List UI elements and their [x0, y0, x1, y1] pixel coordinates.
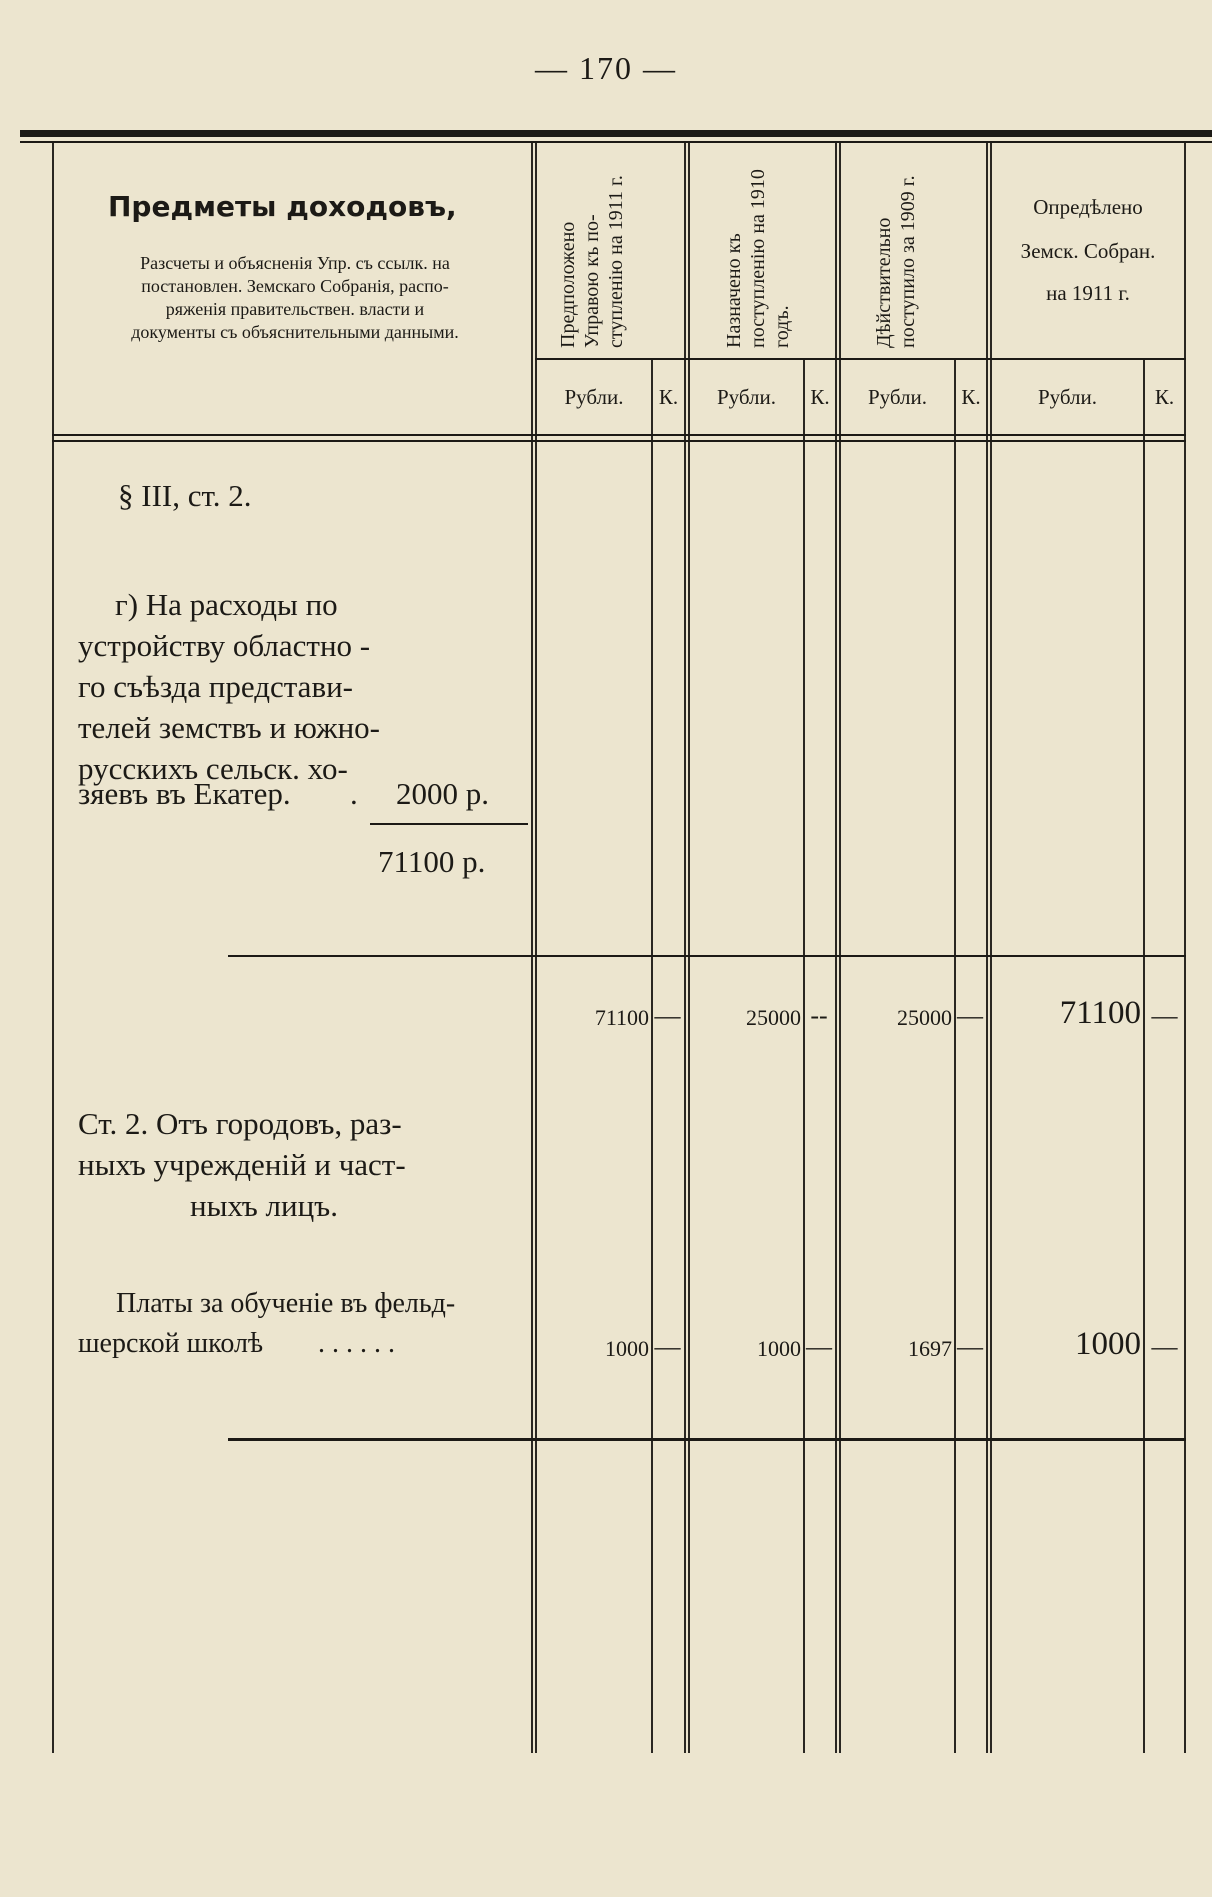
- rub-label-3: Рубли.: [867, 385, 928, 409]
- row2-determined: 1000: [1075, 1326, 1141, 1362]
- top-rule-thin: [20, 141, 1212, 143]
- kop-label-2: К.: [810, 385, 830, 409]
- row2-assigned-k: —: [806, 1332, 832, 1361]
- row1-assigned-k: --: [810, 1001, 828, 1030]
- row1-title-line3: ныхъ лицъ.: [190, 1188, 338, 1223]
- kop-label-1: К.: [658, 385, 679, 409]
- top-rule-thick: [20, 130, 1212, 137]
- row2-title-line2: шерской школѣ: [78, 1328, 264, 1359]
- item-amount: 2000 р.: [396, 776, 489, 811]
- rub-label-2: Рубли.: [716, 385, 777, 409]
- subject-title: Предметы доходовъ,: [108, 190, 457, 223]
- col-determined-line2: Земск. Собран.: [1020, 239, 1156, 263]
- row1-title-line2: ныхъ учрежденій и част-: [78, 1147, 406, 1182]
- item-line-6: зяевъ въ Екатер.: [78, 776, 291, 811]
- col-line-1: [531, 143, 533, 1753]
- section-total: 71100 р.: [378, 844, 486, 879]
- item-line-4: телей земствъ и южно-: [78, 710, 381, 745]
- col-line-4: [803, 360, 805, 1753]
- row2-determined-k: —: [1151, 1332, 1178, 1361]
- row2-proposed: 1000: [605, 1336, 649, 1361]
- item-line-3: го съѣзда представи-: [78, 669, 353, 704]
- col-line-5: [835, 143, 837, 1753]
- kop-label-4: К.: [1154, 385, 1175, 409]
- rub-label-1: Рубли.: [564, 385, 624, 409]
- col-line-2: [651, 360, 653, 1753]
- item-line-1: г) На расходы по: [115, 587, 338, 622]
- item-line-5: русскихъ сельск. хо-: [78, 751, 348, 786]
- section-break-rule: [228, 955, 1186, 957]
- header-rule-2: [52, 440, 1186, 442]
- row2-proposed-k: —: [654, 1332, 681, 1361]
- row1-title-line1: Ст. 2. Отъ городовъ, раз-: [78, 1106, 402, 1141]
- item-line-2: устройству областно -: [78, 628, 371, 663]
- row2-assigned: 1000: [757, 1336, 801, 1361]
- row2-actual-k: —: [957, 1332, 983, 1361]
- header-subrule: [535, 358, 1186, 360]
- row1-determined: 71100: [1059, 995, 1141, 1031]
- row1-actual-k: —: [957, 1001, 983, 1030]
- bottom-rule: [228, 1438, 1186, 1441]
- header-rule-1: [52, 434, 1186, 436]
- col-line-3: [684, 143, 686, 1753]
- rub-label-4: Рубли.: [1037, 385, 1098, 409]
- section-heading: § III, ст. 2.: [118, 478, 252, 513]
- row1-assigned: 25000: [746, 1005, 801, 1030]
- col-determined-line1: Опредѣлено: [1033, 195, 1143, 219]
- row2-title-dots: . . . . . .: [318, 1328, 395, 1359]
- item-dot: .: [350, 776, 358, 811]
- col-actual-header: Дѣйствительно поступило за 1909 г.: [873, 175, 919, 348]
- col-line-right: [1184, 143, 1186, 1753]
- col-line-7: [986, 143, 988, 1753]
- col-line-left: [52, 143, 54, 1753]
- row1-proposed: 71100: [594, 1005, 649, 1030]
- kop-label-3: К.: [961, 385, 981, 409]
- col-proposed-header: Предположено Управою къ по- ступленію на 1911 г.: [557, 175, 627, 348]
- col-line-6: [954, 360, 956, 1753]
- sum-rule: [370, 823, 528, 825]
- col-determined-line3: на 1911 г.: [1046, 281, 1130, 305]
- col-assigned-header: Назначено къ поступленію на 1910 годъ.: [723, 169, 793, 348]
- row1-determined-k: —: [1151, 1001, 1178, 1030]
- row1-proposed-k: —: [654, 1001, 681, 1030]
- row2-actual: 1697: [908, 1336, 952, 1361]
- row2-title-line1: Платы за обученіе въ фельд-: [116, 1288, 456, 1319]
- page-number: — 170 —: [535, 50, 677, 86]
- row1-actual: 25000: [897, 1005, 952, 1030]
- col-line-8: [1143, 360, 1145, 1753]
- subject-note: Разсчеты и объясненія Упр. съ ссылк. на постановлен. Земскаго Собранія, распо- ряженія правительствен. власти и документы съ объяснительными данными.: [131, 253, 459, 342]
